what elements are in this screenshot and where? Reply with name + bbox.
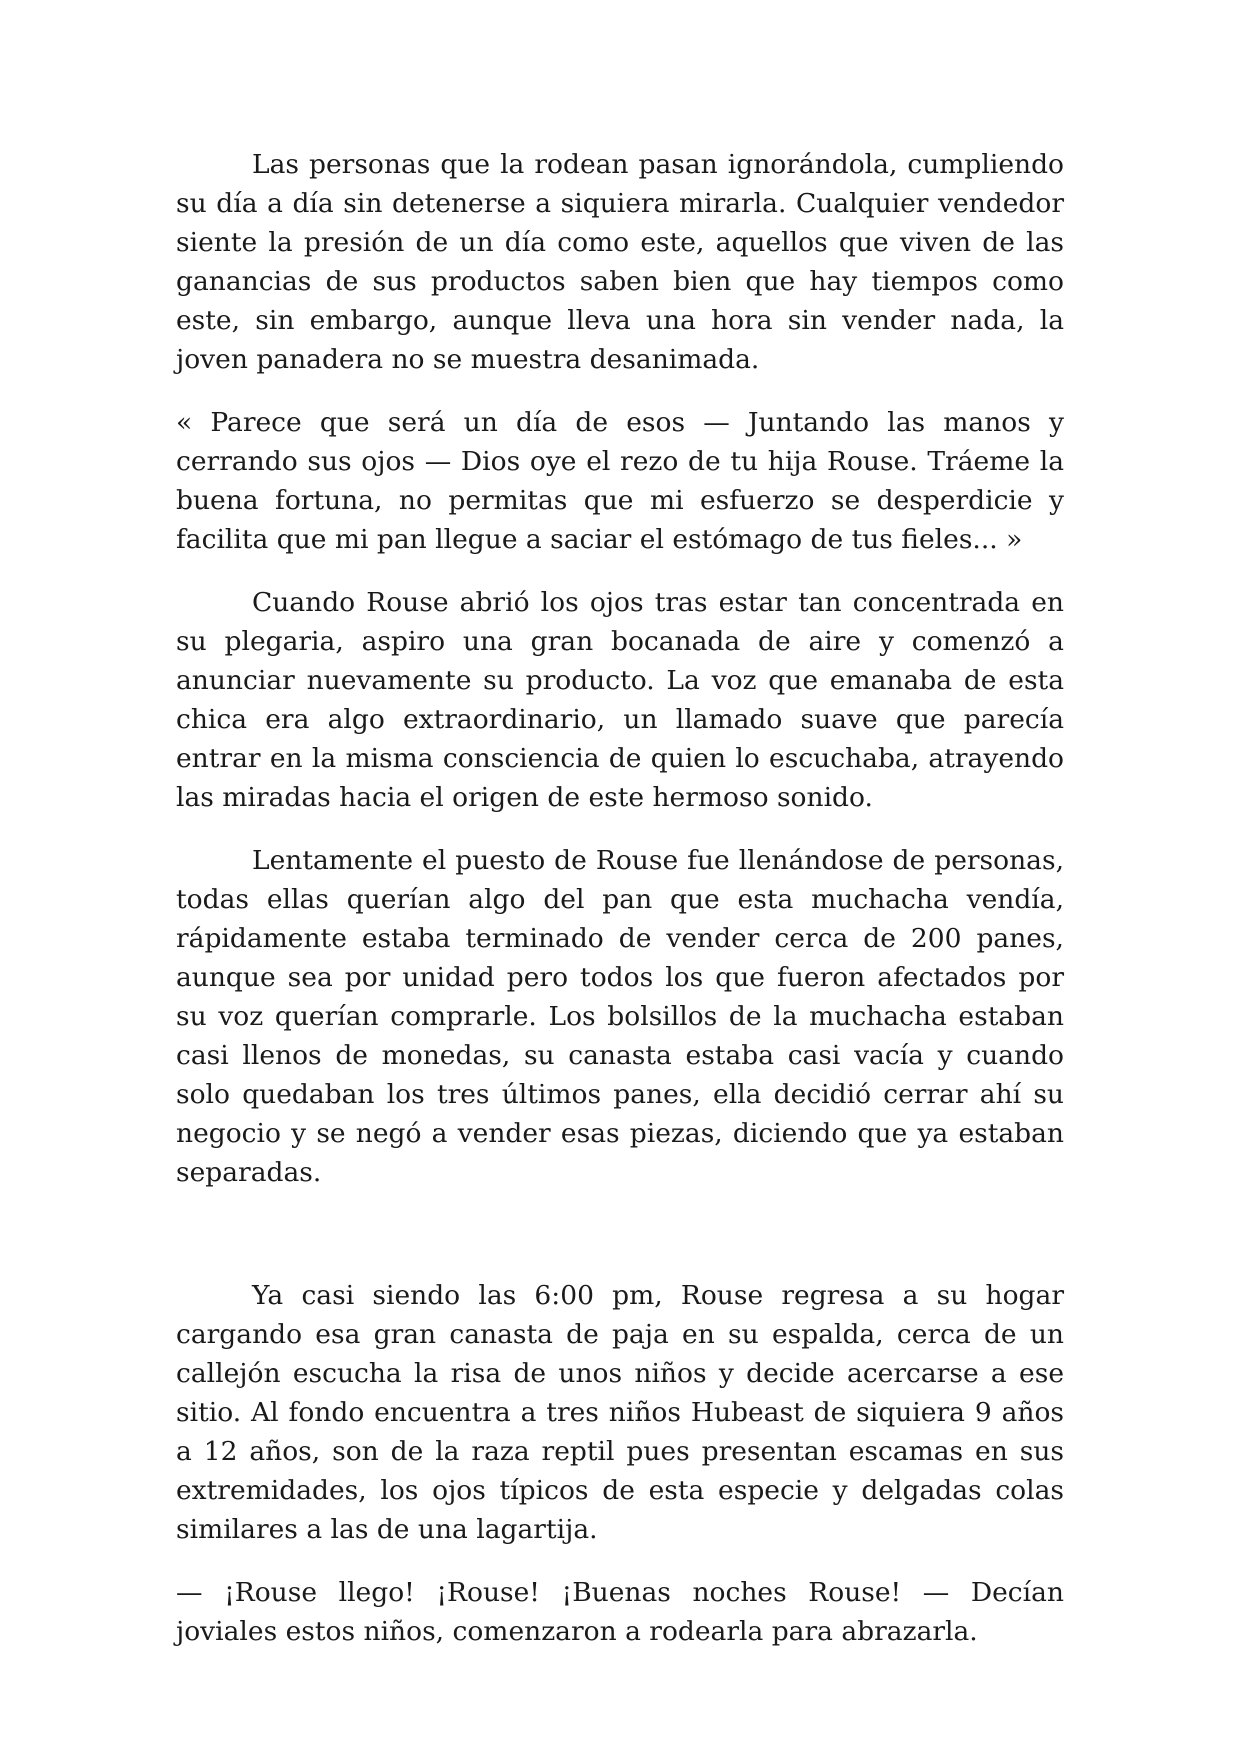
paragraph-4: Lentamente el puesto de Rouse fue llenándose de personas, todas ellas querían algo del pan que esta muchacha vendía, rápidamente estaba terminado de vender cerca de 200 panes, aunque sea por unidad pero todos los que fueron afectados por su voz querían comprarle. Los bolsillos de la muchacha estaban casi llenos de monedas, su canasta estaba casi vacía y cuando solo quedaban los tres últimos panes, ella decidió cerrar ahí su negocio y se negó a vender esas piezas, diciendo que ya estaban separadas.	[176, 845, 1064, 1188]
paragraph-5: Ya casi siendo las 6:00 pm, Rouse regresa a su hogar cargando esa gran canasta de paja en su espalda, cerca de un callejón escucha la risa de unos niños y decide acercarse a ese sitio. Al fondo encuentra a tres niños Hubeast de siquiera 9 años a 12 años, son de la raza reptil pues presentan escamas en sus extremidades, los ojos típicos de esta especie y delgadas colas similares a las de una lagartija.	[176, 1280, 1064, 1545]
body-text	[176, 145, 1064, 1675]
paragraph-6-dialogue: — ¡Rouse llego! ¡Rouse! ¡Buenas noches Rouse! — Decían joviales estos niños, comenzaron a rodearla para abrazarla.	[176, 1577, 1064, 1647]
paragraph-2-prayer: « Parece que será un día de esos — Juntando las manos y cerrando sus ojos — Dios oye el rezo de tu hija Rouse. Tráeme la buena fortuna, no permitas que mi esfuerzo se desperdicie y facilita que mi pan llegue a saciar el estómago de tus fieles... »	[176, 407, 1064, 555]
paragraph-1: Las personas que la rodean pasan ignorándola, cumpliendo su día a día sin detenerse a siquiera mirarla. Cualquier vendedor siente la presión de un día como este, aquellos que viven de las ganancias de sus productos saben bien que hay tiempos como este, sin embargo, aunque lleva una hora sin vender nada, la joven panadera no se muestra desanimada.	[176, 149, 1064, 375]
section-break	[176, 1216, 1064, 1276]
paragraph-3: Cuando Rouse abrió los ojos tras estar tan concentrada en su plegaria, aspiro una gran bocanada de aire y comenzó a anunciar nuevamente su producto. La voz que emanaba de esta chica era algo extraordinario, un llamado suave que parecía entrar en la misma consciencia de quien lo escuchaba, atrayendo las miradas hacia el origen de este hermoso sonido.	[176, 587, 1064, 813]
